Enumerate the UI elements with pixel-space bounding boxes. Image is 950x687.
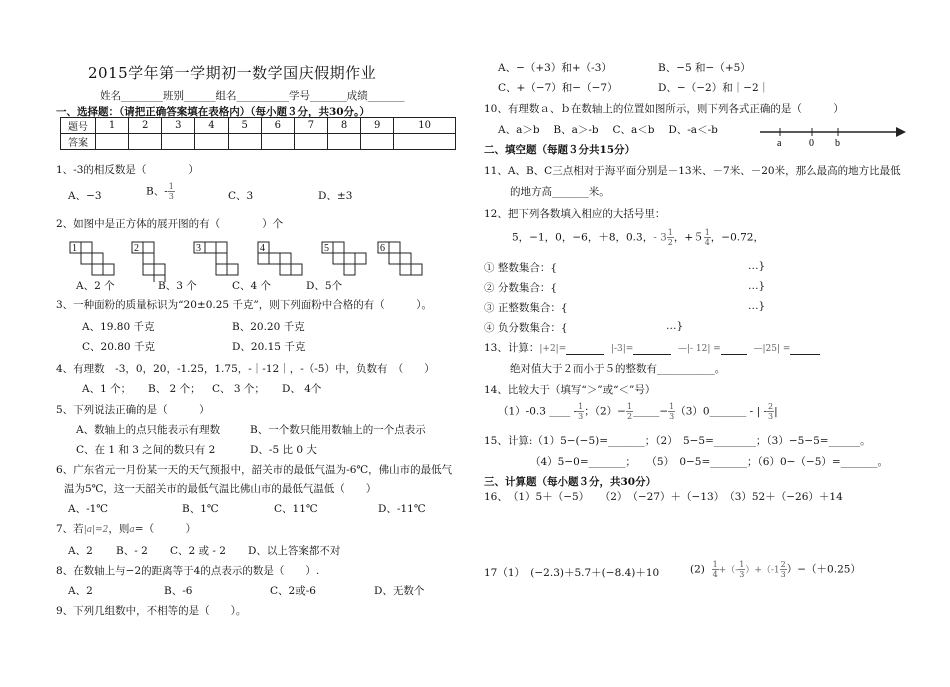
- question-15-line-1: 15、计算:（1）5−(−5)=_______；（2） 5−5=________；（3）−5−5=______。: [484, 435, 871, 447]
- set-negative-fractions-end: …}: [666, 320, 684, 332]
- q8-option-b: B、-6: [164, 585, 193, 597]
- answer-cell-3[interactable]: [162, 134, 195, 150]
- fraction: $\frac{2}{3}$: [780, 560, 786, 579]
- answer-cell-10[interactable]: [394, 134, 456, 150]
- q3-option-c: C、20.80 千克: [82, 341, 155, 353]
- net-square: [216, 253, 227, 264]
- blank[interactable]: [721, 344, 747, 355]
- fraction: $\frac{1}{3}$: [669, 402, 675, 421]
- q7-option-d: D、以上答案都不对: [248, 545, 341, 557]
- question-11-line-1: 11、A、B、C三点相对于海平面分别是－13米、－7米、－20米，那么最高的地方比最低: [484, 165, 901, 177]
- question-4: 4、有理数 -3，0，20，-1.25，1.75，-｜-12｜，-（-5）中，负数有 （ ）: [56, 363, 435, 375]
- label-zero: 0: [809, 138, 814, 148]
- section-3-heading: 三、计算题（每小题３分，共30分）: [484, 476, 657, 488]
- question-8: 8、在数轴上与−2的距离等于4的点表示的数是（ ）.: [56, 565, 320, 577]
- net-square: [258, 253, 269, 264]
- net-square: [205, 242, 216, 253]
- q5-option-b: B、一个数只能用数轴上的一个点表示: [250, 424, 426, 436]
- q9-option-c: C、+（−7）和−（−7）: [498, 82, 618, 94]
- answer-cell-2[interactable]: [129, 134, 162, 150]
- table-cell: 3: [162, 118, 195, 134]
- question-17-part-1: 17（1） (−2.3)＋5.7＋(−8.4)＋10: [484, 567, 660, 579]
- net-label: 6: [380, 243, 385, 254]
- table-cell: 4: [195, 118, 228, 134]
- answer-table: [60, 117, 456, 150]
- q6-option-b: B、1℃: [182, 503, 219, 515]
- q2-option-d: D、5个: [306, 280, 343, 292]
- question-2: 2、如图中是正方体的展开图的有（ ）个: [56, 218, 284, 230]
- section-2-heading: 二、填空题（每题３分共15分）: [484, 144, 636, 156]
- net-square: [344, 253, 355, 264]
- net-square: [333, 242, 344, 253]
- q4-option-d: D、 4个: [282, 383, 322, 395]
- fraction: $\frac{1}{4}$: [712, 560, 718, 579]
- q8-option-a: A、2: [68, 585, 93, 597]
- net-square: [280, 264, 291, 275]
- net-square: [81, 253, 92, 264]
- net-label: 1: [72, 243, 77, 254]
- net-square: [400, 264, 411, 275]
- question-15-line-2: （4）5−0=_______； （5） 0−5=_______；（6）0−（−5）=_______。: [530, 456, 888, 468]
- question-16: 16、 （1）5＋（−5） （2） （−27）＋（−13） （3）52＋（−26）＋14: [484, 491, 843, 503]
- net-square: [143, 264, 154, 275]
- net-square: [344, 264, 355, 275]
- fraction: $\frac{1}{3}$: [739, 560, 745, 579]
- q3-option-a: A、19.80 千克: [82, 321, 155, 333]
- arrow-icon: [896, 127, 906, 137]
- answer-cell-8[interactable]: [327, 134, 360, 150]
- table-row: [61, 118, 456, 134]
- student-info-line: 姓名________班别______组名__________学号_______成绩_______: [100, 90, 405, 102]
- section-1-heading: 一、选择题：（请把正确答案填在表格内）（每小题３分，共30分。）: [56, 106, 370, 118]
- table-cell: 9: [361, 118, 394, 134]
- q6-option-d: D、-11℃: [378, 503, 426, 515]
- question-6-line-1: 6、广东省元一月份某一天的天气预报中，韶关市的最低气温为-6℃，佛山市的最低气: [56, 464, 453, 476]
- question-10: 10、有理数ａ、ｂ在数轴上的位置如图所示，则下列各式正确的是（ ）: [484, 103, 844, 115]
- question-6-line-2: 温为5℃，这一天韶关市的最低气温比佛山市的最低气温低（ ）: [64, 483, 377, 495]
- q4-option-b: B、 2 个；: [148, 383, 201, 395]
- net-square: [400, 253, 411, 264]
- question-13-line-2: 绝对值大于２而小于５的整数有___________。: [510, 363, 726, 375]
- table-cell: 6: [261, 118, 294, 134]
- q1-option-a: A、−3: [68, 190, 102, 202]
- q12-number-list: 5，−1，0，−6，＋8，0.3，- 3 $\frac{1}{2}$ ，+５ $\frac{1}{4}$ ，−0.72，: [512, 228, 764, 247]
- net-square: [143, 253, 154, 264]
- q8-option-c: C、2或-6: [270, 585, 316, 597]
- net-label: 3: [196, 243, 201, 254]
- net-square: [92, 264, 103, 275]
- q7-option-c: C、2 或 - 2: [170, 545, 226, 557]
- net-square: [269, 253, 280, 264]
- set-integers-end: …}: [748, 260, 766, 272]
- net-square: [227, 264, 238, 275]
- question-1: 1、-3的相反数是（ ）: [56, 164, 199, 176]
- net-label: 2: [134, 243, 139, 254]
- q4-option-c: C、 3 个；: [212, 383, 265, 395]
- set-negative-fractions-label: ④ 负分数集合：{: [484, 322, 568, 334]
- net-square: [355, 253, 366, 264]
- question-3: 3、一种面粉的质量标识为“20±0.25 千克”，则下列面粉中合格的有（ ）。: [56, 299, 433, 311]
- set-fractions-end: …}: [748, 280, 766, 292]
- cube-nets-figure: [60, 236, 440, 282]
- table-cell: 7: [294, 118, 327, 134]
- q6-option-c: C、11℃: [274, 503, 318, 515]
- fraction: $\frac{1}{3}$: [168, 182, 174, 201]
- answer-cell-7[interactable]: [294, 134, 327, 150]
- table-cell: 10: [394, 118, 456, 134]
- q4-option-a: A、1 个；: [82, 383, 132, 395]
- set-positive-integers-label: ③ 正整数集合：{: [484, 302, 568, 314]
- net-label: 4: [260, 243, 265, 254]
- question-14: 14、比较大于（填写“＞”或“＜”号）: [484, 384, 656, 396]
- net-square: [216, 264, 227, 275]
- blank[interactable]: [633, 344, 671, 355]
- q7-option-b: B、- 2: [116, 545, 148, 557]
- blank[interactable]: [790, 344, 820, 355]
- answer-cell-9[interactable]: [361, 134, 394, 150]
- question-17-part-2: (2) $\frac{1}{4}$ +（- $\frac{1}{3}$ ）+（-1 $\frac{2}{3}$ ）−（＋0.25）: [690, 560, 861, 579]
- label-b: b: [835, 138, 840, 148]
- table-row: [61, 134, 456, 150]
- q7-option-a: A、2: [68, 545, 93, 557]
- net-square: [92, 253, 103, 264]
- net-square: [81, 242, 92, 253]
- set-fractions-label: ② 分数集合：{: [484, 282, 558, 294]
- table-cell: 答案: [61, 134, 96, 150]
- q10-options: A、a＞b B、a＞-b C、a＜b D、-a＜-b: [498, 124, 718, 136]
- table-cell: 8: [327, 118, 360, 134]
- q2-option-a: A、2 个: [76, 280, 115, 292]
- net-square: [333, 253, 344, 264]
- fraction: $\frac{1}{3}$: [578, 402, 584, 421]
- net-square: [291, 264, 302, 275]
- set-positive-integers-end: …}: [748, 300, 766, 312]
- answer-cell-5[interactable]: [228, 134, 261, 150]
- table-cell: 2: [129, 118, 162, 134]
- q2-option-c: C、4 个: [232, 280, 272, 292]
- answer-cell-4[interactable]: [195, 134, 228, 150]
- net-square: [389, 253, 400, 264]
- q3-option-d: D、20.15 千克: [232, 341, 306, 353]
- question-12: 12、把下列各数填入相应的大括号里：: [484, 208, 666, 220]
- q9-option-d: D、−（−2）和｜−2｜: [658, 82, 770, 94]
- q8-option-d: D、无数个: [374, 585, 425, 597]
- fraction: $\frac{2}{3}$: [768, 402, 774, 421]
- fraction: $\frac{1}{2}$: [667, 228, 673, 247]
- set-integers-label: ① 整数集合：{: [484, 262, 558, 274]
- question-9: 9、下列几组数中，不相等的是（ ）。: [56, 605, 247, 617]
- q6-option-a: A、-1℃: [68, 503, 109, 515]
- q5-option-c: C、在 1 和 3 之间的数只有 2: [76, 444, 216, 456]
- question-13: 13、计算：|+2|= |-3|= —|- 12| = —|25| =: [484, 340, 820, 355]
- q1-option-c: C、3: [228, 190, 254, 202]
- table-cell: 题号: [61, 118, 96, 134]
- q1-option-d: D、±3: [318, 190, 353, 202]
- net-square: [216, 242, 227, 253]
- page-title: 2015学年第一学期初一数学国庆假期作业: [88, 64, 377, 82]
- label-a: a: [777, 138, 782, 148]
- net-square: [411, 264, 422, 275]
- q3-option-b: B、20.20 千克: [232, 321, 305, 333]
- q5-option-a: A、数轴上的点只能表示有理数: [76, 424, 221, 436]
- net-square: [389, 242, 400, 253]
- answer-cell-6[interactable]: [261, 134, 294, 150]
- fraction: $\frac{1}{4}$: [704, 228, 710, 247]
- table-cell: 5: [228, 118, 261, 134]
- net-square: [103, 264, 114, 275]
- number-line-figure: [758, 122, 908, 148]
- q14-comparisons: （1）-0.3 ____ - $\frac{1}{3}$ ；（2）− $\frac{1}{2}$ _____− $\frac{1}{3}$ （3）0_______ - | - $\frac{2}{3}$ |: [498, 402, 778, 421]
- fraction: $\frac{1}{2}$: [626, 402, 633, 421]
- question-5: 5、下列说法正确的是（ ）: [56, 404, 210, 416]
- blank[interactable]: [566, 344, 604, 355]
- q9-option-b: B、−5 和−（+5）: [658, 62, 751, 74]
- net-square: [143, 242, 154, 253]
- q9-option-a: A、−（+3）和+（-3）: [498, 62, 612, 74]
- question-7: 7、若|a|=2，则a=（ ）: [56, 523, 197, 535]
- q5-option-d: D、-5 比 0 大: [250, 444, 317, 456]
- net-square: [154, 264, 165, 275]
- question-11-line-2: 的地方高_______米。: [510, 186, 610, 198]
- answer-cell-1[interactable]: [96, 134, 129, 150]
- net-square: [280, 253, 291, 264]
- q1-option-b: B、- $\frac{1}{3}$: [146, 182, 174, 201]
- table-cell: 1: [96, 118, 129, 134]
- net-label: 5: [324, 243, 329, 254]
- q2-option-b: B、3 个: [158, 280, 197, 292]
